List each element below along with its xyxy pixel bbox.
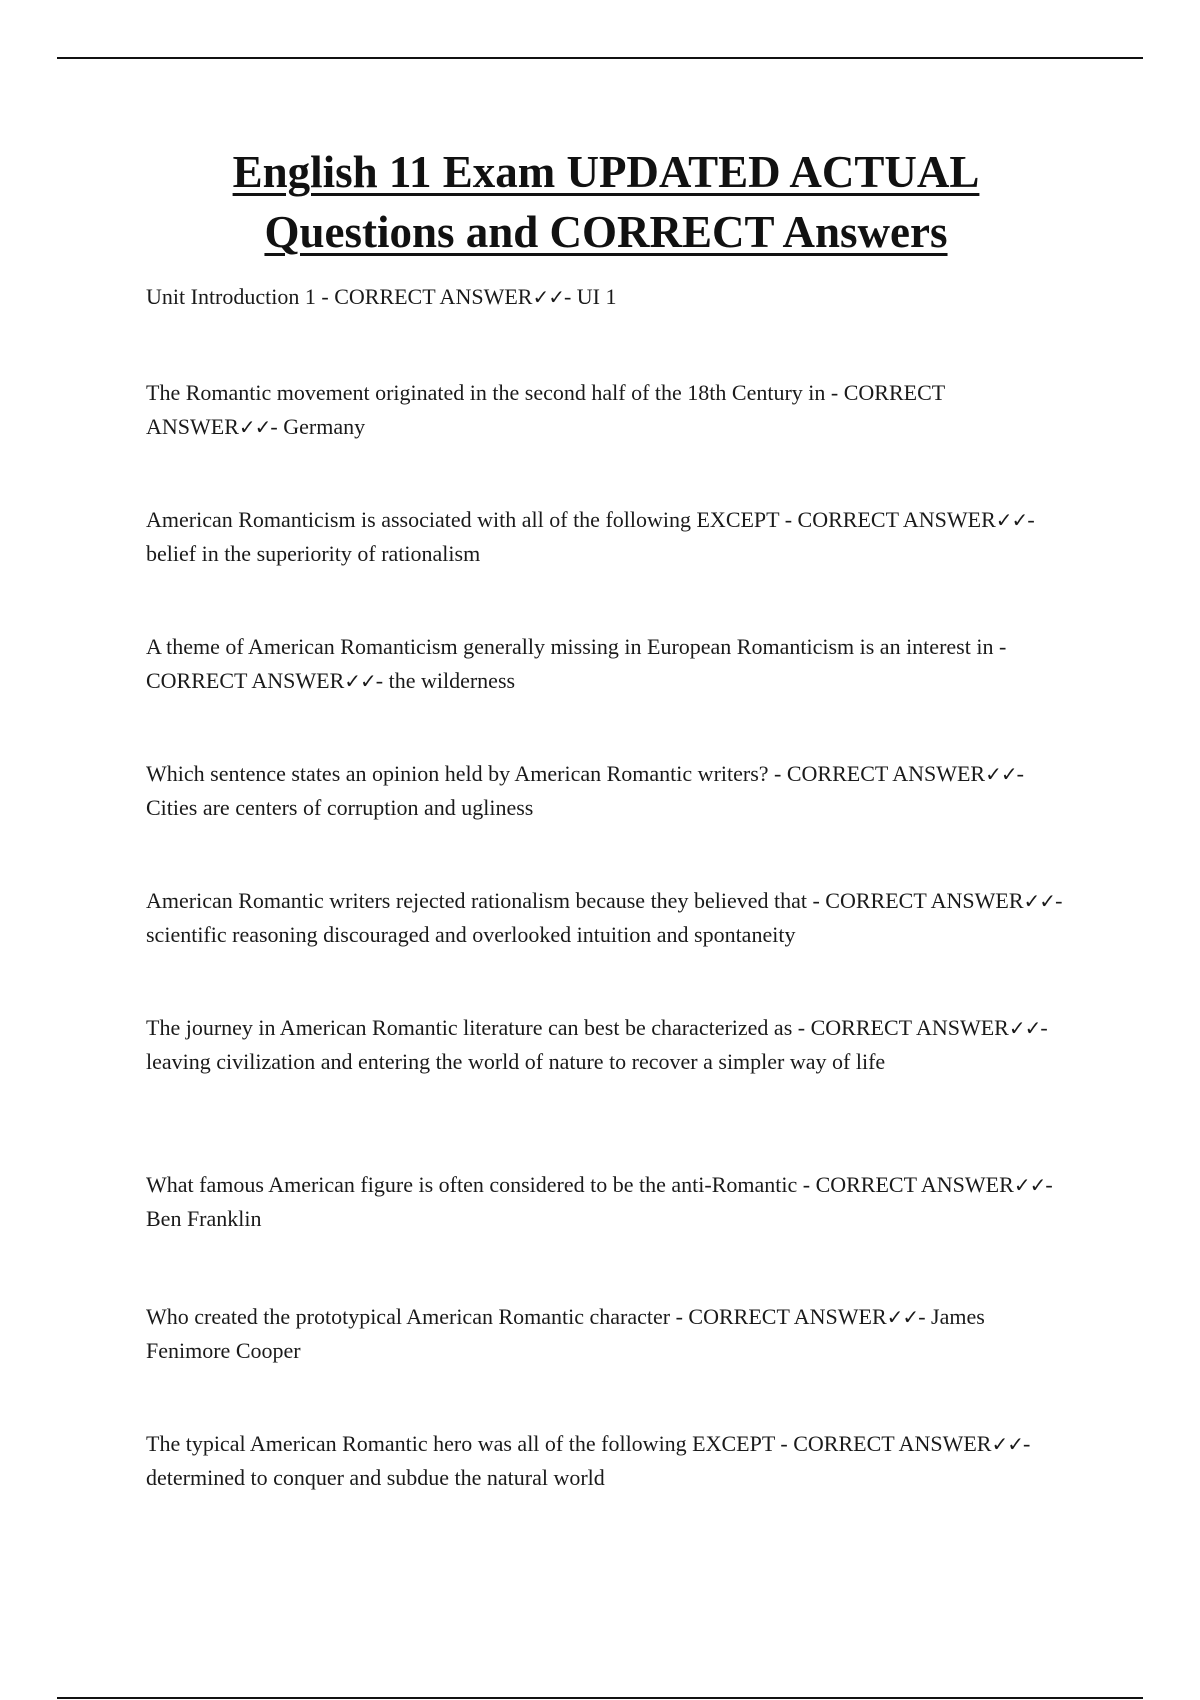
qa-item: The Romantic movement originated in the second half of the 18th Century in - CORRECT ANSWER✓✓- Germany xyxy=(146,380,945,439)
question-text: Unit Introduction 1 xyxy=(146,284,316,309)
question-text: Who created the prototypical American Romantic character xyxy=(146,1304,671,1329)
check-icon: ✓✓ xyxy=(886,1305,919,1329)
answer-marker: CORRECT ANSWER xyxy=(146,668,345,693)
question-text: What famous American figure is often considered to be the anti-Romantic xyxy=(146,1172,798,1197)
answer-marker: CORRECT ANSWER xyxy=(810,1015,1009,1040)
answer-text: James Fenimore Cooper xyxy=(146,1304,985,1363)
answer-text: scientific reasoning discouraged and overlooked intuition and spontaneity xyxy=(146,922,796,947)
document-title xyxy=(146,142,1066,262)
qa-item: The journey in American Romantic literature can best be characterized as - CORRECT ANSWER✓✓- leaving civilization and entering the world of nature to recover a simpler way of life xyxy=(146,1015,1048,1074)
question-text: The journey in American Romantic literature can best be characterized as xyxy=(146,1015,793,1040)
check-icon: ✓✓ xyxy=(1023,889,1056,913)
qa-item: American Romantic writers rejected rationalism because they believed that - CORRECT ANSWER✓✓- scientific reasoning discouraged and overlooked intuition and spontaneity xyxy=(146,888,1063,947)
question-text: The typical American Romantic hero was all of the following EXCEPT xyxy=(146,1431,775,1456)
qa-item: Who created the prototypical American Romantic character - CORRECT ANSWER✓✓- James Fenimore Cooper xyxy=(146,1304,985,1363)
answer-marker: CORRECT ANSWER xyxy=(688,1304,887,1329)
answer-text: Cities are centers of corruption and ugliness xyxy=(146,795,534,820)
qa-item: What famous American figure is often considered to be the anti-Romantic - CORRECT ANSWER✓✓- Ben Franklin xyxy=(146,1172,1053,1231)
question-text: American Romantic writers rejected rationalism because they believed that xyxy=(146,888,807,913)
answer-text: leaving civilization and entering the world of nature to recover a simpler way of life xyxy=(146,1049,886,1074)
qa-item: Which sentence states an opinion held by American Romantic writers? - CORRECT ANSWER✓✓- Cities are centers of corruption and ugliness xyxy=(146,761,1024,820)
page-content xyxy=(146,142,1066,262)
check-icon: ✓✓ xyxy=(995,508,1028,532)
answer-text: Ben Franklin xyxy=(146,1206,262,1231)
check-icon: ✓✓ xyxy=(238,415,271,439)
check-icon: ✓✓ xyxy=(344,669,376,693)
question-text: The Romantic movement originated in the second half of the 18th Century in xyxy=(146,380,826,405)
answer-text: UI 1 xyxy=(576,284,617,309)
answer-text: Germany xyxy=(283,414,366,439)
check-icon: ✓✓ xyxy=(985,762,1017,786)
answer-marker: CORRECT ANSWER xyxy=(334,284,533,309)
answer-marker: CORRECT ANSWER xyxy=(146,380,945,439)
check-icon: ✓✓ xyxy=(991,1432,1023,1456)
answer-text: determined to conquer and subdue the natural world xyxy=(146,1465,605,1490)
check-icon: ✓✓ xyxy=(1008,1016,1041,1040)
top-rule xyxy=(57,57,1143,59)
answer-marker: CORRECT ANSWER xyxy=(786,761,986,786)
answer-marker: CORRECT ANSWER xyxy=(797,507,996,532)
check-icon: ✓✓ xyxy=(532,285,564,309)
qa-item: Unit Introduction 1 - CORRECT ANSWER✓✓- UI 1 xyxy=(146,284,617,309)
qa-item: The typical American Romantic hero was all of the following EXCEPT - CORRECT ANSWER✓✓- determined to conquer and subdue the natural world xyxy=(146,1431,1031,1490)
qa-item: American Romanticism is associated with all of the following EXCEPT - CORRECT ANSWER✓✓- belief in the superiority of rationalism xyxy=(146,507,1035,566)
check-icon: ✓✓ xyxy=(1013,1173,1046,1197)
answer-text: the wilderness xyxy=(388,668,516,693)
bottom-rule xyxy=(57,1697,1143,1699)
question-text: American Romanticism is associated with all of the following EXCEPT xyxy=(146,507,780,532)
qa-item: A theme of American Romanticism generally missing in European Romanticism is an interest in - CORRECT ANSWER✓✓- the wilderness xyxy=(146,634,1007,693)
answer-marker: CORRECT ANSWER xyxy=(815,1172,1014,1197)
question-text: A theme of American Romanticism generally missing in European Romanticism is an interest in xyxy=(146,634,994,659)
answer-text: belief in the superiority of rationalism xyxy=(146,541,481,566)
answer-marker: CORRECT ANSWER xyxy=(825,888,1024,913)
answer-marker: CORRECT ANSWER xyxy=(793,1431,992,1456)
title-line-2: Questions and CORRECT Answers xyxy=(264,207,948,257)
title-line-1: English 11 Exam UPDATED ACTUAL xyxy=(232,147,980,197)
question-text: Which sentence states an opinion held by American Romantic writers? xyxy=(146,761,769,786)
